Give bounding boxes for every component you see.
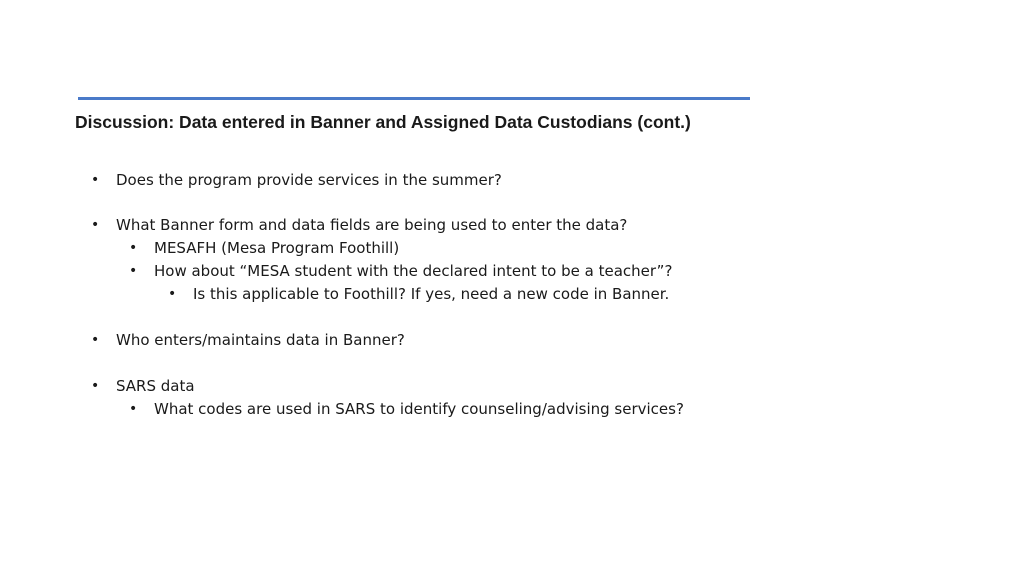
bullet-text: MESAFH (Mesa Program Foothill) [154, 239, 400, 257]
bullet-icon: • [91, 172, 100, 188]
bullet-icon: • [91, 378, 100, 394]
bullet-text: What Banner form and data fields are being used to enter the data? [116, 216, 628, 234]
bullet-text: SARS data [116, 377, 195, 395]
bullet-icon: • [129, 263, 138, 279]
bullet-icon: • [129, 401, 138, 417]
bullet-icon: • [91, 217, 100, 233]
title-divider [78, 97, 750, 100]
bullet-text: Does the program provide services in the summer? [116, 171, 502, 189]
bullet-icon: • [129, 240, 138, 256]
bullet-text: How about “MESA student with the declared intent to be a teacher”? [154, 262, 673, 280]
bullet-text: Who enters/maintains data in Banner? [116, 331, 405, 349]
bullet-text: Is this applicable to Foothill? If yes, need a new code in Banner. [193, 285, 670, 303]
bullet-icon: • [168, 286, 177, 302]
bullet-text: What codes are used in SARS to identify counseling/advising services? [154, 400, 684, 418]
slide-title: Discussion: Data entered in Banner and Assigned Data Custodians (cont.) [75, 112, 691, 132]
bullet-icon: • [91, 332, 100, 348]
